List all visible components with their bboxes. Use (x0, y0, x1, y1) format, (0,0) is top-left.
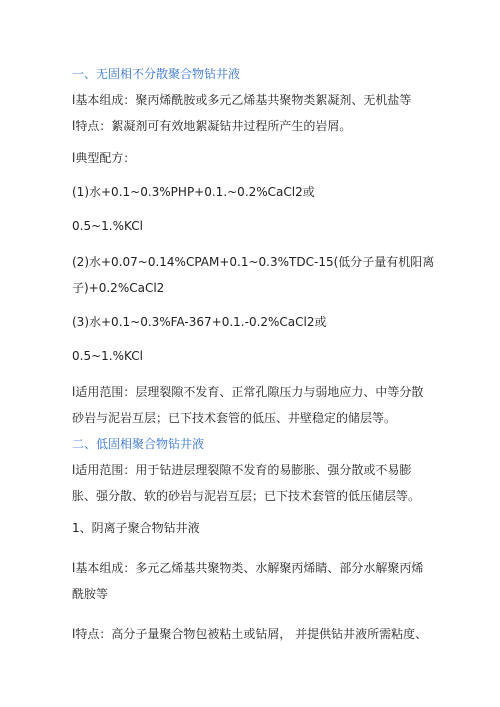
typical-formula-label: l典型配方： (72, 151, 136, 165)
anionic-features-line: l特点：高分子量聚合物包被粘土或钻屑， 并提供钻井液所需粘度、 (72, 627, 428, 641)
anionic-composition-line-2: 酰胺等 (72, 587, 109, 601)
formula-1-line-1: (1)水+0.1~0.3%PHP+0.1.~0.2%CaCl2或 (72, 185, 315, 199)
formula-2-line-2: 子)+0.2%CaCl2 (72, 281, 165, 295)
formula-3-line-1: (3)水+0.1~0.3%FA-367+0.1.-0.2%CaCl2或 (72, 315, 327, 329)
applicability-line-2: 砂岩与泥岩互层；已下技术套管的低压、井壁稳定的储层等。 (72, 411, 397, 425)
subsection-heading-1: 1、阴离子聚合物钻井液 (72, 521, 200, 535)
formula-3-line-2: 0.5~1.%KCl (72, 349, 143, 363)
basic-composition-line: l基本组成：聚丙烯酰胺或多元乙烯基共聚物类絮凝剂、无机盐等 (72, 93, 412, 107)
features-line: l特点：絮凝剂可有效地絮凝钻井过程所产生的岩屑。 (72, 119, 352, 133)
formula-2-line-1: (2)水+0.07~0.14%CPAM+0.1~0.3%TDC-15(低分子量有机阳离 (72, 255, 435, 269)
applicability-line-1: l适用范围：层理裂隙不发育、正常孔隙压力与弱地应力、中等分散 (72, 385, 424, 399)
applicability-2-line-2: 胀、强分散、软的砂岩与泥岩互层；已下技术套管的低压储层等。 (72, 489, 421, 503)
section-heading-1: 一、无固相不分散聚合物钻井液 (72, 67, 241, 81)
applicability-2-line-1: l适用范围：用于钻进层理裂隙不发育的易膨胀、强分散或不易膨 (72, 463, 412, 477)
formula-1-line-2: 0.5~1.%KCl (72, 219, 143, 233)
anionic-composition-line-1: l基本组成：多元乙烯基共聚物类、水解聚丙烯睛、部分水解聚丙烯 (72, 561, 424, 575)
section-heading-2: 二、低固相聚合物钻井液 (72, 437, 205, 451)
